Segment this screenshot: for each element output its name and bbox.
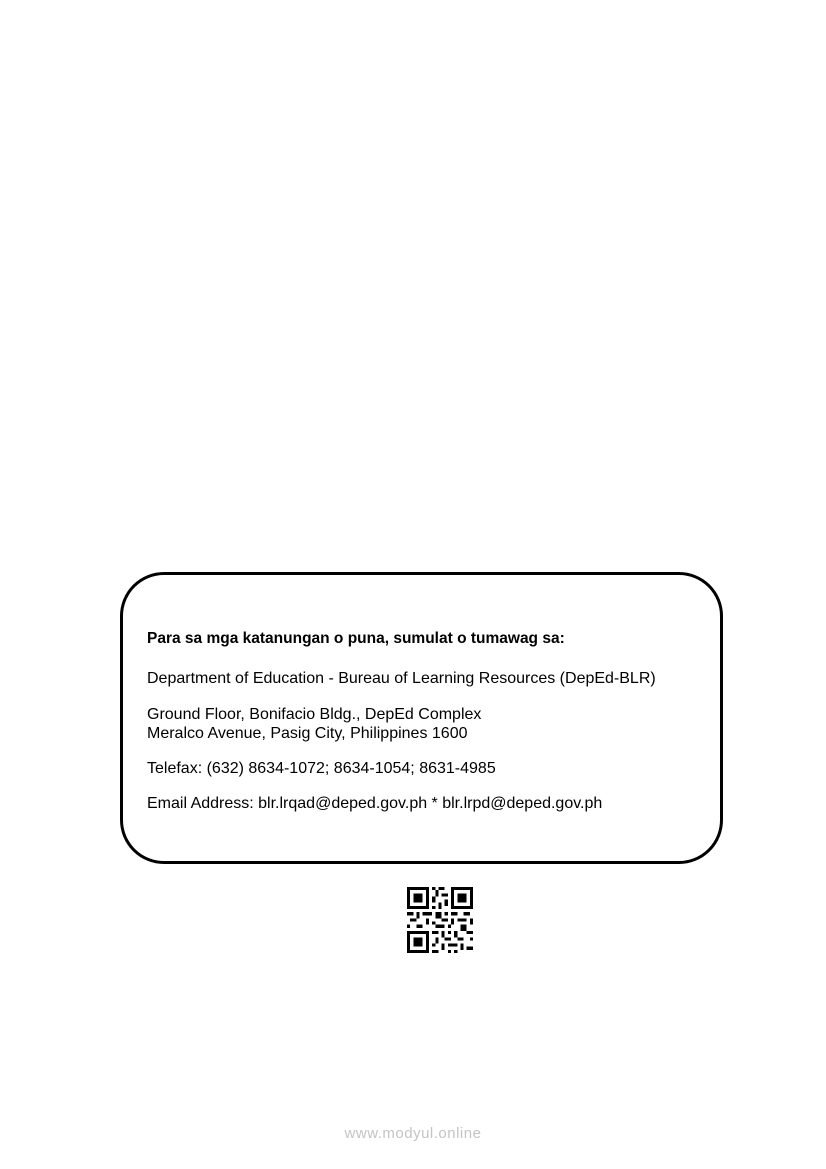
footer-watermark-url: www.modyul.online [344, 1125, 482, 1142]
qr-code-icon [407, 887, 473, 953]
contact-heading: Para sa mga katanungan o puna, sumulat o tumawag sa: [147, 630, 565, 647]
email-address: Email Address: blr.lrqad@deped.gov.ph * blr.lrpd@deped.gov.ph [147, 795, 603, 812]
department-name: Department of Education - Bureau of Learning Resources (DepEd-BLR) [147, 670, 656, 687]
telefax: Telefax: (632) 8634-1072; 8634-1054; 8631-4985 [147, 760, 496, 777]
address-line-1: Ground Floor, Bonifacio Bldg., DepEd Complex [147, 706, 482, 723]
address-line-2: Meralco Avenue, Pasig City, Philippines 1600 [147, 725, 468, 742]
